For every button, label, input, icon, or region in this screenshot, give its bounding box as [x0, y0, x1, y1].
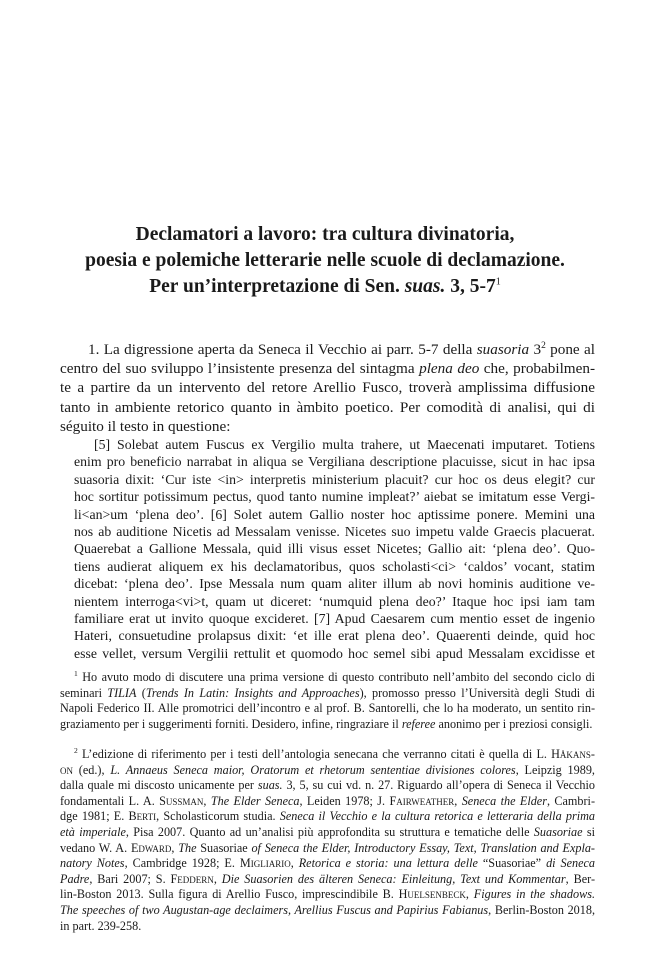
- body-line: centro del suo sviluppo l’insistente presenza del sintagma plena deo che, probabilmen-: [60, 360, 595, 378]
- body-line: 1. La digressione aperta da Seneca il Vecchio ai parr. 5-7 della suasoria $3^2$ pone al: [88, 340, 596, 358]
- footnote-line: graziamento per i suggerimenti forniti. Desidero, infine, ringraziare il referee anonimo per i preziosi consigli.: [60, 716, 593, 731]
- footnote-line: dalla quale mi discosto unicamente per suas. 3, 5, su cui vd. n. 27. Riguardo all’opera di Seneca il Vecchio: [60, 778, 595, 793]
- footnote-2: [60, 747, 595, 934]
- quote-line: li<an>um ‘plena deo’. [6] Solet autem Gallio noster hoc aptissime ponere. Memini una: [74, 506, 595, 522]
- latin-quotation: [74, 436, 595, 662]
- section-number: 1: [88, 341, 96, 358]
- quote-line: esse vellet, versum Vergilii rettulit et quomodo hoc semel sibi apud Messalam excidisse et: [74, 645, 595, 661]
- body-line: te a partire da un intervento del retore Arellio Fusco, troverà amplissima diffusione: [60, 379, 595, 397]
- footnote-marker: 1: [74, 668, 78, 678]
- footnote-1: [60, 670, 595, 732]
- footnote-line: dge 1981; E. Berti, Scholasticorum studia. Seneca il Vecchio e la cultura retorica e letteraria della prima: [60, 809, 595, 824]
- footnote-line: in part. 239-258.: [60, 918, 142, 933]
- quote-line: hoc sortitur potissimum pectus, quod tanto numine impleat?’ aiebat se imitatum esse Vergi-: [74, 489, 595, 505]
- body-line: tanto in ambiente retorico quanto in àmbito poetico. Per comodità di analisi, qui di: [60, 398, 595, 416]
- footnote-line: Padre, Bari 2007; S. Feddern, Die Suasorien des älteren Seneca: Einleitung, Text und Kommentar, Ber-: [60, 871, 596, 886]
- quote-line: [5] Solebat autem Fuscus ex Vergilio multa trahere, ut Maecenati imputaret. Totiens: [94, 437, 595, 452]
- footnote-line: on (ed.), L. Annaeus Seneca maior, Oratorum et rhetorum sententiae divisiones colores, Leipzig 1989,: [60, 762, 595, 777]
- footnote-marker: 2: [74, 745, 78, 755]
- quote-line: Quaerebat a Gallione Messala, quid illi visus esset Nicetes; Gallio ait: ‘plena deo’. Quo-: [74, 541, 595, 557]
- body-line: séguito il testo in questione:: [60, 417, 231, 435]
- quote-line: nientem interroga<vi>t, quam ut diceret: ‘numquid plena deo?’ Itaque hoc ipsi iam tam: [74, 593, 595, 609]
- footnote-ref[interactable]: 1: [495, 276, 501, 288]
- title-line: Declamatori a lavoro: tra cultura divinatoria,: [135, 224, 515, 245]
- quote-line: enim pro beneficio narrabat in aliqua se Vergiliana descriptione placuisse, sicut in hac ipsa: [74, 454, 595, 470]
- footnote-line: seminari TILIA (Trends In Latin: Insights and Approaches), promosso presso l’Università degli Studi di: [60, 685, 595, 700]
- footnote-line: età imperiale, Pisa 2007. Quanto ad un’analisi più approfondita su struttura e tematiche delle Suasoriae si: [60, 824, 595, 839]
- footnote-line: natory Notes, Cambridge 1928; E. Migliario, Retorica e storia: una lettura delle “Suasoriae” di Seneca: [60, 856, 596, 871]
- footnote-line: Napoli Federico II. Alle promotrici dell’incontro e al prof. B. Santorelli, che lo ha moderato, un sentito rin-: [60, 701, 595, 716]
- title-line: poesia e polemiche letterarie nelle scuole di declamazione.: [85, 250, 565, 271]
- body-paragraph: [60, 340, 595, 436]
- footnote-line: $^1$ Ho avuto modo di discutere una prima versione di questo contributo nell’ambito del secondo ciclo di: [74, 668, 595, 684]
- quote-line: Hateri, consuetudine prolapsus dixit: ‘et ille erat plena deo’. Quaerenti deinde, quid hoc: [74, 628, 595, 644]
- quote-line: nos ab auditione Nicetis ad Messalam venisse. Nicetes suo impetu valde Graecis placuerat.: [74, 524, 595, 540]
- footnote-ref[interactable]: 2: [541, 340, 546, 351]
- footnote-line: The speeches of two Augustan-age declaimers, Arellius Fuscus and Papirius Fabianus, Berlin-Boston 2018,: [60, 902, 596, 917]
- footnote-line: vedano W. A. Edward, The Suasoriae of Seneca the Elder, Introductory Essay, Text, Translation and Expla-: [60, 840, 595, 855]
- title-line: Per un’interpretazione di Sen. suas. 3, $5-7^1$: [149, 276, 501, 297]
- footnote-line: fondamentali L. A. Sussman, The Elder Seneca, Leiden 1978; J. Fairweather, Seneca the Elder, Cambri-: [60, 793, 596, 808]
- quote-line: suasoria dixit: ‘Cur iste <in> interpretis ministerium placuit? cur hoc os deus elegit? cur: [74, 471, 595, 487]
- quote-line: familiare erat ut invito quoque excideret. [7] Apud Caesarem cum mentio esset de ingenio: [74, 611, 595, 627]
- quote-line: tiens audierat aliquem ex his declamatoribus, quos scholasti<ci> ‘caldos’ vocant, statim: [74, 558, 595, 574]
- footnote-line: $^2$ L’edizione di riferimento per i testi dell’antologia senecana che verranno citati è quella di L. Håkans-: [74, 745, 595, 761]
- footnote-line: lin-Boston 2013. Sulla figura di Arellio Fusco, imprescindibile B. Huelsenbeck, Figures in the shadows.: [60, 887, 595, 902]
- article-title: [40, 222, 610, 300]
- quote-line: dicebat: ‘plena deo’. Ipse Messala num quam aliter illum ab novi hominis auditione ve-: [74, 576, 595, 592]
